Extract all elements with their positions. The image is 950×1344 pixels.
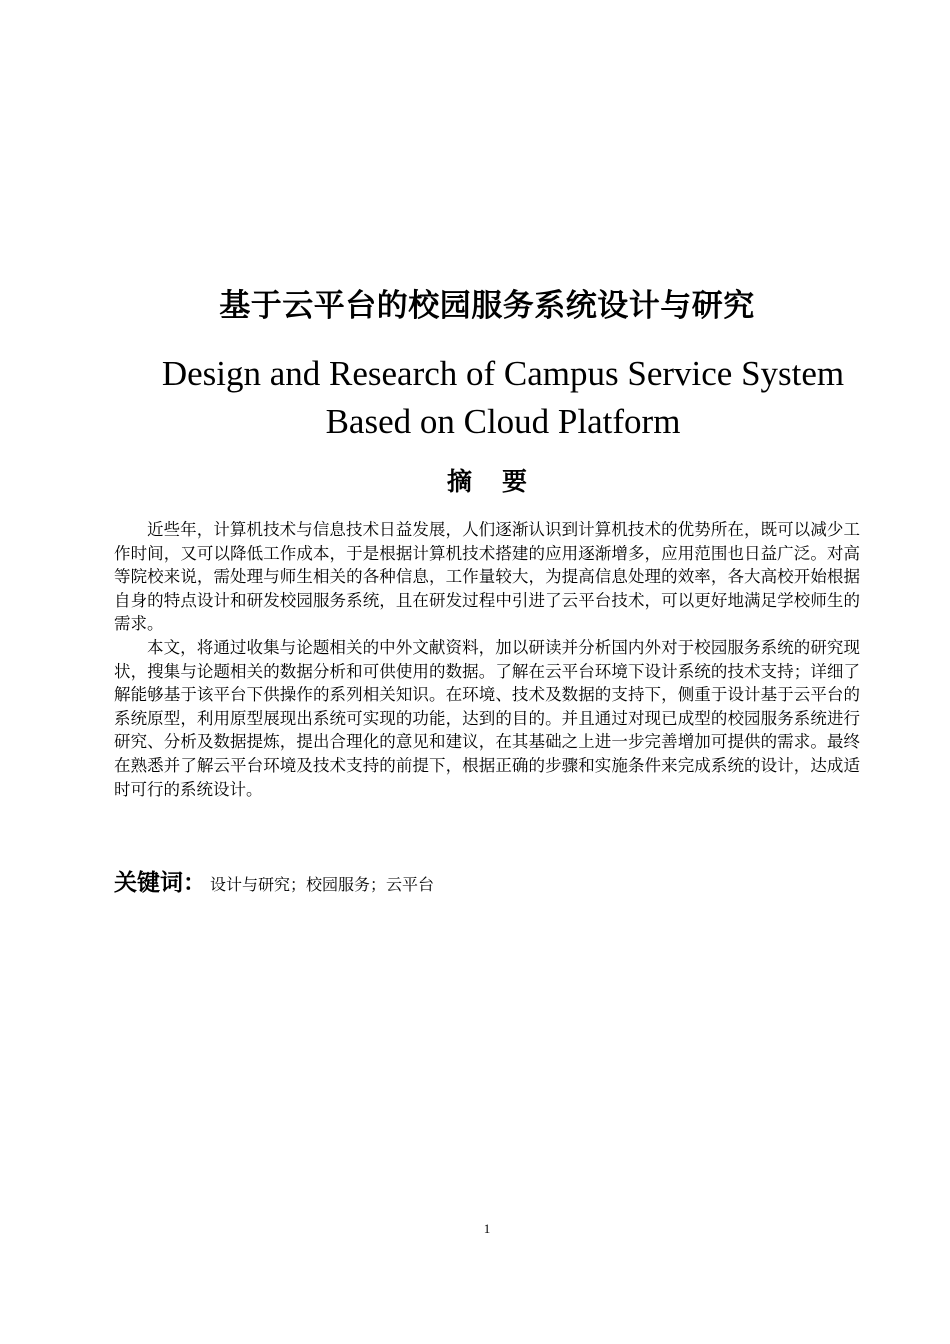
keywords-values: 设计与研究；校园服务；云平台: [210, 875, 435, 894]
keywords-line: [114, 864, 860, 897]
abstract-paragraph: 本文，将通过收集与论题相关的中外文献资料，加以研读并分析国内外对于校园服务系统的研究现状，搜集与论题相关的数据分析和可供使用的数据。了解在云平台环境下设计系统的技术支持；详细了解能够基于该平台下供操作的系列相关知识。在环境、技术及数据的支持下，侧重于设计基于云平台的系统原型，利用原型展现出系统可实现的功能，达到的目的。并且通过对现已成型的校园服务系统进行研究、分析及数据提炼，提出合理化的意见和建议，在其基础之上进一步完善增加可提供的需求。最终在熟悉并了解云平台环境及技术支持的前提下，根据正确的步骤和实施条件来完成系统的设计，达成适时可行的系统设计。: [114, 637, 860, 799]
english-title: Design and Research of Campus Service System Based on Cloud Platform: [161, 354, 845, 441]
abstract-paragraph: 近些年，计算机技术与信息技术日益发展，人们逐渐认识到计算机技术的优势所在，既可以减少工作时间，又可以降低工作成本，于是根据计算机技术搭建的应用逐渐增多，应用范围也日益广泛。对高等院校来说，需处理与师生相关的各种信息，工作量较大，为提高信息处理的效率，各大高校开始根据自身的特点设计和研发校园服务系统，且在研发过程中引进了云平台技术，可以更好地满足学校师生的需求。: [114, 520, 860, 634]
abstract-heading: 摘要: [446, 467, 557, 496]
chinese-title: 基于云平台的校园服务系统设计与研究: [219, 288, 755, 324]
abstract-body: [114, 518, 860, 801]
keywords-label: 关键词：: [114, 870, 206, 896]
page-number: 1: [483, 1221, 491, 1236]
